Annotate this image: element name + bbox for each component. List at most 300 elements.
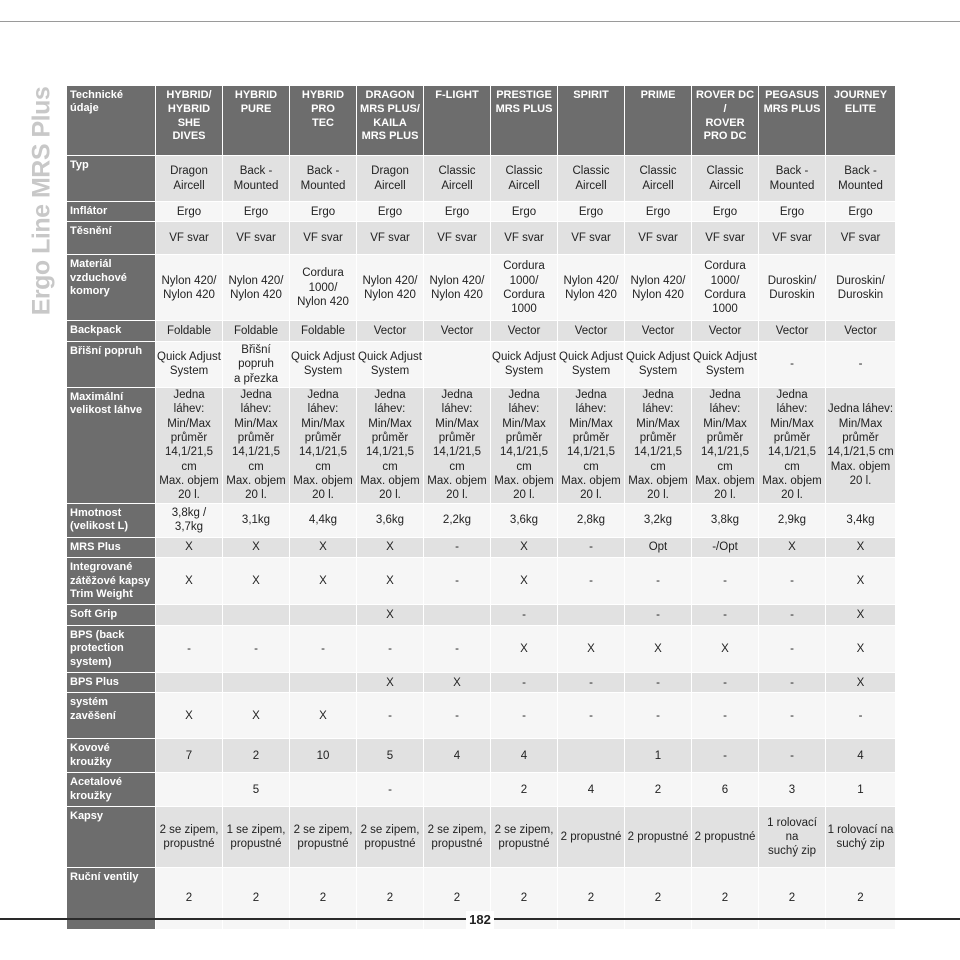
table-cell: [759, 605, 826, 625]
text-line: (velikost L): [70, 520, 129, 533]
text-line: propustné: [498, 838, 550, 851]
text-line: 20 l.: [781, 489, 803, 502]
text-line: Quick Adjust: [626, 350, 690, 363]
table-cell: [424, 807, 491, 868]
text-line: -: [790, 709, 794, 722]
text-line: Cordura 1000: [503, 288, 545, 316]
text-line: X: [587, 642, 595, 655]
row-label: [67, 673, 156, 693]
text-line: Cordura 1000/: [503, 260, 545, 287]
text-line: System: [169, 365, 209, 378]
table-cell: [692, 868, 759, 930]
table-cell: [625, 625, 692, 672]
table-cell: [759, 222, 826, 255]
row-label: [67, 222, 156, 255]
text-line: Min/Max: [838, 417, 883, 430]
text-line: propustné: [431, 838, 483, 851]
table-cell: [558, 202, 625, 222]
text-line: 20 l.: [245, 489, 267, 502]
text-line: Duroskin/: [767, 274, 817, 287]
table-cell: [826, 673, 896, 693]
text-line: Ergo: [645, 205, 671, 218]
table-cell: [692, 605, 759, 625]
text-line: X: [252, 575, 260, 588]
table-row: [67, 693, 896, 739]
table-row: [67, 537, 896, 557]
text-line: Jedna láhev:: [827, 403, 894, 416]
table-row: [67, 156, 896, 202]
text-line: 3,8kg: [710, 514, 740, 527]
text-line: Ergo: [377, 205, 403, 218]
text-line: 2: [319, 892, 327, 905]
text-line: 2 se zipem,: [427, 823, 487, 836]
table-cell: [826, 773, 896, 807]
text-line: Nylon 420: [163, 288, 215, 301]
table-cell: [759, 387, 826, 503]
text-line: 2,9kg: [777, 514, 807, 527]
text-line: -: [522, 676, 526, 689]
text-line: X: [453, 676, 461, 689]
table-cell: [290, 739, 357, 773]
text-line: Aircell: [374, 179, 406, 192]
table-cell: [424, 605, 491, 625]
text-line: propustné: [163, 838, 215, 851]
text-line: -: [656, 575, 660, 588]
text-line: -: [790, 608, 794, 621]
text-line: DIVES: [172, 130, 206, 143]
text-line: Opt: [648, 541, 668, 554]
spec-table: [66, 85, 896, 930]
text-line: -: [790, 358, 794, 371]
text-line: X: [520, 541, 528, 554]
text-line: Integrované: [70, 561, 133, 574]
text-line: 2,8kg: [576, 514, 606, 527]
text-line: Cordura 1000/: [704, 260, 746, 287]
text-line: JOURNEY: [833, 89, 888, 101]
row-label: [67, 321, 156, 341]
text-line: PRESTIGE: [496, 89, 552, 101]
table-cell: [357, 625, 424, 672]
table-cell: [290, 673, 357, 693]
text-line: 3,8kg / 3,7kg: [171, 506, 207, 534]
table-cell: [424, 773, 491, 807]
table-cell: [156, 625, 223, 672]
text-line: průměr: [371, 431, 409, 444]
text-line: X: [856, 541, 865, 554]
table-cell: [692, 321, 759, 341]
table-cell: [491, 773, 558, 807]
text-line: Duroskin: [837, 288, 884, 301]
table-cell: [290, 387, 357, 503]
table-cell: [223, 773, 290, 807]
table-cell: [491, 625, 558, 672]
text-line: 3,6kg: [509, 514, 539, 527]
table-cell: [290, 807, 357, 868]
table-cell: [625, 222, 692, 255]
text-line: 2: [453, 892, 461, 905]
text-line: -: [790, 676, 794, 689]
text-line: Aircell: [508, 179, 540, 192]
table-cell: [290, 255, 357, 321]
text-line: MRS PLUS/: [360, 102, 420, 115]
table-cell: [759, 807, 826, 868]
table-cell: [424, 321, 491, 341]
text-line: Mounted: [300, 179, 346, 192]
table-cell: [759, 673, 826, 693]
text-line: HYBRID: [234, 89, 278, 101]
table-cell: [625, 321, 692, 341]
row-label: [67, 341, 156, 387]
text-line: X: [386, 608, 394, 621]
table-cell: [357, 773, 424, 807]
table-cell: [223, 255, 290, 321]
table-cell: [424, 341, 491, 387]
text-line: ELITE: [844, 102, 877, 115]
text-line: Nylon 420: [297, 296, 349, 309]
text-line: -: [522, 608, 526, 621]
text-line: 20 l.: [580, 489, 602, 502]
text-line: -: [455, 541, 459, 554]
text-line: Classic: [706, 165, 744, 178]
table-cell: [290, 868, 357, 930]
text-line: Ergo: [176, 205, 202, 218]
table-cell: [692, 558, 759, 605]
text-line: X: [856, 575, 865, 588]
table-cell: [424, 537, 491, 557]
table-cell: [759, 693, 826, 739]
text-line: 4: [520, 749, 528, 762]
text-line: -: [589, 709, 593, 722]
table-cell: [759, 321, 826, 341]
text-line: PRIME: [640, 89, 676, 101]
table-cell: [692, 503, 759, 537]
table-cell: [625, 807, 692, 868]
table-cell: [290, 693, 357, 739]
text-line: Max. objem: [628, 475, 688, 488]
text-line: -: [723, 676, 727, 689]
table-cell: [558, 807, 625, 868]
text-line: 2 propustné: [560, 830, 622, 843]
text-line: Max. objem: [695, 475, 755, 488]
table-cell: [759, 202, 826, 222]
table-cell: [223, 321, 290, 341]
text-line: X: [319, 541, 327, 554]
table-cell: [826, 537, 896, 557]
row-label: [67, 773, 156, 807]
text-line: -: [790, 575, 794, 588]
table-cell: [424, 222, 491, 255]
text-line: 4: [453, 749, 461, 762]
column-header: [759, 86, 826, 156]
table-cell: [156, 807, 223, 868]
table-cell: [692, 255, 759, 321]
table-cell: [692, 693, 759, 739]
table-cell: [156, 255, 223, 321]
text-line: Max. objem: [561, 475, 621, 488]
text-line: Min/Max: [234, 417, 278, 430]
table-cell: [357, 605, 424, 625]
text-line: Max. objem: [830, 460, 891, 473]
text-line: Max. objem: [762, 475, 822, 488]
row-label: [67, 605, 156, 625]
text-line: 4,4kg: [308, 514, 338, 527]
row-label: [67, 503, 156, 537]
table-cell: [692, 625, 759, 672]
text-line: Min/Max: [502, 417, 546, 430]
text-line: Jedna láhev:: [642, 388, 674, 416]
text-line: Max. objem: [293, 475, 353, 488]
text-line: 2: [386, 892, 394, 905]
text-line: X: [319, 575, 327, 588]
table-cell: [290, 341, 357, 387]
table-cell: [491, 558, 558, 605]
text-line: X: [520, 642, 528, 655]
text-line: Min/Max: [167, 417, 211, 430]
table-cell: [558, 558, 625, 605]
text-line: -: [589, 575, 593, 588]
text-line: PURE: [240, 102, 272, 115]
text-line: Mounted: [769, 179, 815, 192]
text-line: Ergo: [848, 205, 873, 218]
row-label: [67, 202, 156, 222]
text-line: 14,1/21,5 cm: [634, 446, 682, 473]
text-line: Duroskin: [769, 288, 815, 301]
text-line: Vector: [708, 324, 742, 337]
table-cell: [826, 341, 896, 387]
text-line: průměr: [505, 431, 543, 444]
text-line: Min/Max: [703, 417, 747, 430]
text-line: X: [319, 709, 327, 722]
table-cell: [290, 537, 357, 557]
table-cell: [759, 255, 826, 321]
text-line: System: [571, 365, 611, 378]
text-line: BPS (back: [70, 628, 125, 641]
table-cell: [156, 537, 223, 557]
text-line: Typ: [70, 159, 89, 171]
text-line: 14,1/21,5 cm: [701, 446, 749, 473]
table-cell: [692, 773, 759, 807]
table-cell: [424, 156, 491, 202]
text-line: propustné: [364, 838, 416, 851]
text-line: HYBRID/: [166, 89, 212, 101]
text-line: Nylon 420: [632, 288, 684, 301]
text-line: X: [386, 575, 394, 588]
table-row: [67, 222, 896, 255]
text-line: 2 propustné: [627, 830, 689, 843]
table-cell: [223, 156, 290, 202]
text-line: Jedna láhev:: [307, 388, 339, 416]
text-line: 20 l.: [178, 489, 200, 502]
text-line: 5: [252, 783, 260, 796]
table-cell: [223, 537, 290, 557]
table-cell: [156, 773, 223, 807]
text-line: Dragon: [371, 165, 409, 178]
text-line: 3: [788, 783, 796, 796]
text-line: průměr: [773, 431, 811, 444]
table-cell: [759, 503, 826, 537]
text-line: Nylon 420: [364, 288, 416, 301]
text-line: Foldable: [166, 324, 212, 337]
text-line: PEGASUS: [765, 89, 819, 101]
text-line: 2: [654, 892, 662, 905]
table-cell: [558, 773, 625, 807]
text-line: Classic: [438, 165, 476, 178]
text-line: X: [386, 541, 394, 554]
text-line: -: [790, 749, 794, 762]
table-row: [67, 321, 896, 341]
table-cell: [424, 503, 491, 537]
text-line: systém zavěšení: [70, 696, 116, 722]
table-row: [67, 202, 896, 222]
table-row: [67, 673, 896, 693]
text-line: Inflátor: [70, 205, 108, 217]
table-cell: [826, 222, 896, 255]
row-label: [67, 868, 156, 930]
row-label: [67, 739, 156, 773]
table-cell: [558, 605, 625, 625]
text-line: System: [370, 365, 410, 378]
text-line: 2,2kg: [442, 514, 472, 527]
table-cell: [692, 341, 759, 387]
table-cell: [558, 693, 625, 739]
text-line: Nylon 420/: [630, 274, 686, 287]
text-line: 20 l.: [379, 489, 401, 502]
text-line: Ergo: [310, 205, 336, 218]
text-line: 3,1kg: [241, 514, 271, 527]
text-line: -: [388, 709, 392, 722]
text-line: F-LIGHT: [435, 89, 479, 101]
table-row: [67, 387, 896, 503]
table-cell: [290, 558, 357, 605]
text-line: -: [723, 575, 727, 588]
table-cell: [625, 202, 692, 222]
text-line: System: [638, 365, 678, 378]
text-line: 1: [857, 783, 864, 796]
text-line: 1 se zipem,: [226, 823, 286, 836]
column-header: [826, 86, 896, 156]
table-cell: [491, 156, 558, 202]
table-cell: [156, 693, 223, 739]
table-cell: [826, 387, 896, 503]
text-line: System: [705, 365, 745, 378]
text-line: -: [656, 608, 660, 621]
text-line: 20 l.: [446, 489, 468, 502]
text-line: TEC: [312, 116, 334, 129]
text-line: Min/Max: [301, 417, 345, 430]
table-cell: [357, 156, 424, 202]
table-row: [67, 341, 896, 387]
table-cell: [357, 673, 424, 693]
text-line: Foldable: [300, 324, 346, 337]
table-cell: [290, 222, 357, 255]
text-line: zátěžové kapsy: [70, 574, 151, 587]
table-cell: [290, 202, 357, 222]
table-cell: [692, 387, 759, 503]
text-line: Hmotnost: [70, 506, 122, 519]
text-line: Back -: [775, 165, 809, 178]
text-line: X: [185, 541, 193, 554]
text-line: ROVER DC /: [695, 89, 755, 115]
table-cell: [625, 558, 692, 605]
table-cell: [558, 156, 625, 202]
text-line: VF svar: [571, 232, 611, 245]
text-line: MRS PLUS: [495, 102, 553, 115]
text-line: Nylon 420/: [362, 274, 418, 287]
text-line: průměr: [842, 431, 879, 444]
table-cell: [491, 387, 558, 503]
text-line: Max. objem: [494, 475, 554, 488]
text-line: -: [723, 749, 727, 762]
text-line: VF svar: [772, 232, 812, 245]
text-line: 7: [185, 749, 193, 762]
table-cell: [759, 739, 826, 773]
table-cell: [826, 807, 896, 868]
page-number: [466, 911, 494, 929]
table-cell: [223, 387, 290, 503]
table-cell: [826, 558, 896, 605]
text-line: MRS PLUS: [763, 102, 821, 115]
text-line: DRAGON: [365, 89, 415, 101]
table-cell: [826, 503, 896, 537]
text-line: Nylon 420: [431, 288, 483, 301]
table-cell: [223, 222, 290, 255]
table-cell: [424, 558, 491, 605]
text-line: Vector: [641, 324, 675, 337]
header-label: [67, 86, 156, 156]
text-line: Ergo: [511, 205, 537, 218]
text-line: 1: [654, 749, 662, 762]
text-line: průměr: [572, 431, 610, 444]
table-cell: [156, 321, 223, 341]
column-header: [223, 86, 290, 156]
text-line: -: [522, 709, 526, 722]
text-line: 10: [316, 749, 330, 762]
text-line: Těsnění: [70, 225, 112, 238]
text-line: Soft Grip: [70, 608, 118, 621]
text-line: Jedna láhev:: [709, 388, 741, 416]
table-cell: [625, 503, 692, 537]
table-cell: [692, 739, 759, 773]
table-cell: [424, 625, 491, 672]
text-line: Ergo: [444, 205, 470, 218]
text-line: 14,1/21,5 cm: [768, 446, 816, 473]
table-cell: [625, 341, 692, 387]
text-line: Acetalové kroužky: [70, 776, 122, 802]
text-line: Back -: [844, 165, 877, 178]
text-line: 5: [386, 749, 394, 762]
text-line: -: [388, 783, 392, 796]
text-line: Materiál: [70, 258, 112, 271]
text-line: X: [386, 676, 394, 689]
table-cell: [491, 321, 558, 341]
table-cell: [424, 202, 491, 222]
table-cell: [491, 739, 558, 773]
text-line: X: [654, 642, 662, 655]
table-cell: [625, 255, 692, 321]
table-cell: [156, 673, 223, 693]
table-cell: [826, 868, 896, 930]
text-line: Cordura 1000/: [302, 267, 344, 294]
table-cell: [558, 625, 625, 672]
text-line: Aircell: [173, 179, 205, 192]
text-line: X: [721, 642, 729, 655]
text-line: -: [455, 642, 459, 655]
text-line: Dragon: [170, 165, 208, 178]
table-cell: [156, 387, 223, 503]
text-line: Aircell: [642, 179, 674, 192]
text-line: -: [455, 575, 459, 588]
table-cell: [223, 605, 290, 625]
